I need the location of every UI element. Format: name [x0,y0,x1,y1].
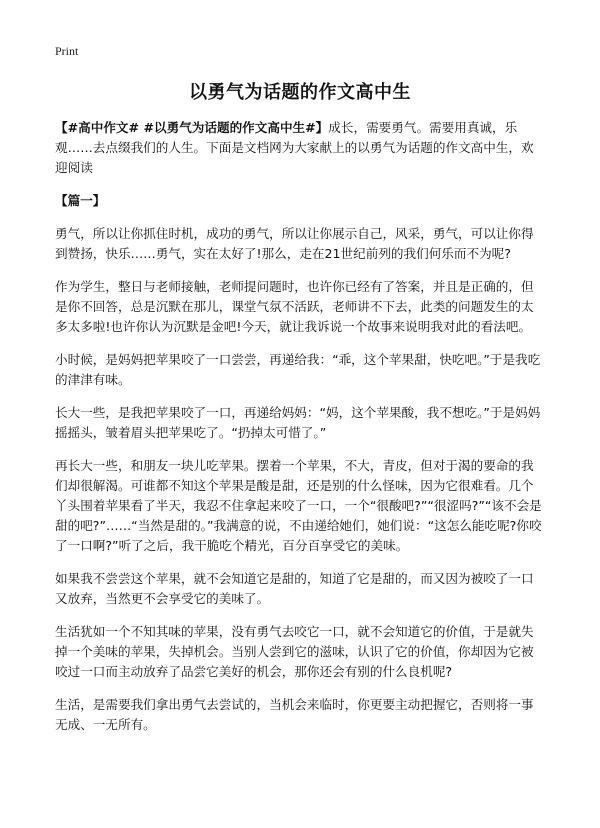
paragraph: 勇气，所以让你抓住时机，成功的勇气，所以让你展示自己，风采，勇气，可以让你得到赞扬，快乐……勇气，实在太好了!那么，走在21世纪前列的我们何乐而不为呢? [55,226,534,261]
article-body [55,118,545,748]
section-heading: 【篇一】 [55,193,106,208]
paragraph: 生活，是需要我们拿出勇气去尝试的，当机会来临时，你更要主动把握它，否则将一事无成、一无所有。 [55,697,534,732]
page-title: 以勇气为话题的作文高中生 [189,82,411,103]
paragraph: 小时候，是妈妈把苹果咬了一口尝尝，再递给我：“乖，这个苹果甜，快吃吧。”于是我吃的津津有味。 [55,352,541,387]
paragraph: 再长大一些，和朋友一块儿吃苹果。摆着一个苹果，不大，青皮，但对于渴的要命的我们却很解渴。可谁都不知这个苹果是酸是甜，还是别的什么怪味，因为它很难看。几个丫头围着苹果看了半天，我忍不住拿起来咬了一口，一个“很酸吧?”“很涩吗?”“该不会是甜的吧?”……“当然是甜的。”我满意的说，不由递给她们，她们说：“这怎么能吃呢?你咬了一口啊?”听了之后，我干脆吃个精光，百分百享受它的美味。 [55,458,542,553]
intro-paragraph [55,118,545,178]
intro-text: 成长，需要勇气。需要用真诚，乐观……去点缀我们的人生。下面是文档网为大家献上的以勇气为话题的作文高中生，欢迎阅读 [55,120,534,175]
paragraph: 作为学生，整日与老师接触，老师提问题时，也许你已经有了答案，并且是正确的，但是你不回答，总是沉默在那儿，课堂气氛不活跃，老师讲不下去，此类的问题发生的太多太多啦!也许你认为沉默是金吧!今天，就让我诉说一个故事来说明我对此的看法吧。 [55,279,534,334]
paragraph: 生活犹如一个不知其味的苹果，没有勇气去咬它一口，就不会知道它的价值，于是就失掉一个美味的苹果，失掉机会。当别人尝到它的滋味，认识了它的价值，你却因为它被咬过一口而主动放弃了品尝它美好的机会，那你还会有别的什么良机呢? [55,624,534,679]
paragraph: 长大一些，是我把苹果咬了一口，再递给妈妈：“妈，这个苹果酸，我不想吃。”于是妈妈摇摇头，皱着眉头把苹果吃了。“扔掉太可惜了。” [55,405,541,440]
intro-tag: 【#高中作文# #以勇气为话题的作文高中生#】 [55,120,329,135]
paragraph: 如果我不尝尝这个苹果，就不会知道它是甜的，知道了它是甜的，而又因为被咬了一口又放弃，当然更不会享受它的美味了。 [55,571,534,606]
print-link[interactable]: Print [55,44,79,58]
